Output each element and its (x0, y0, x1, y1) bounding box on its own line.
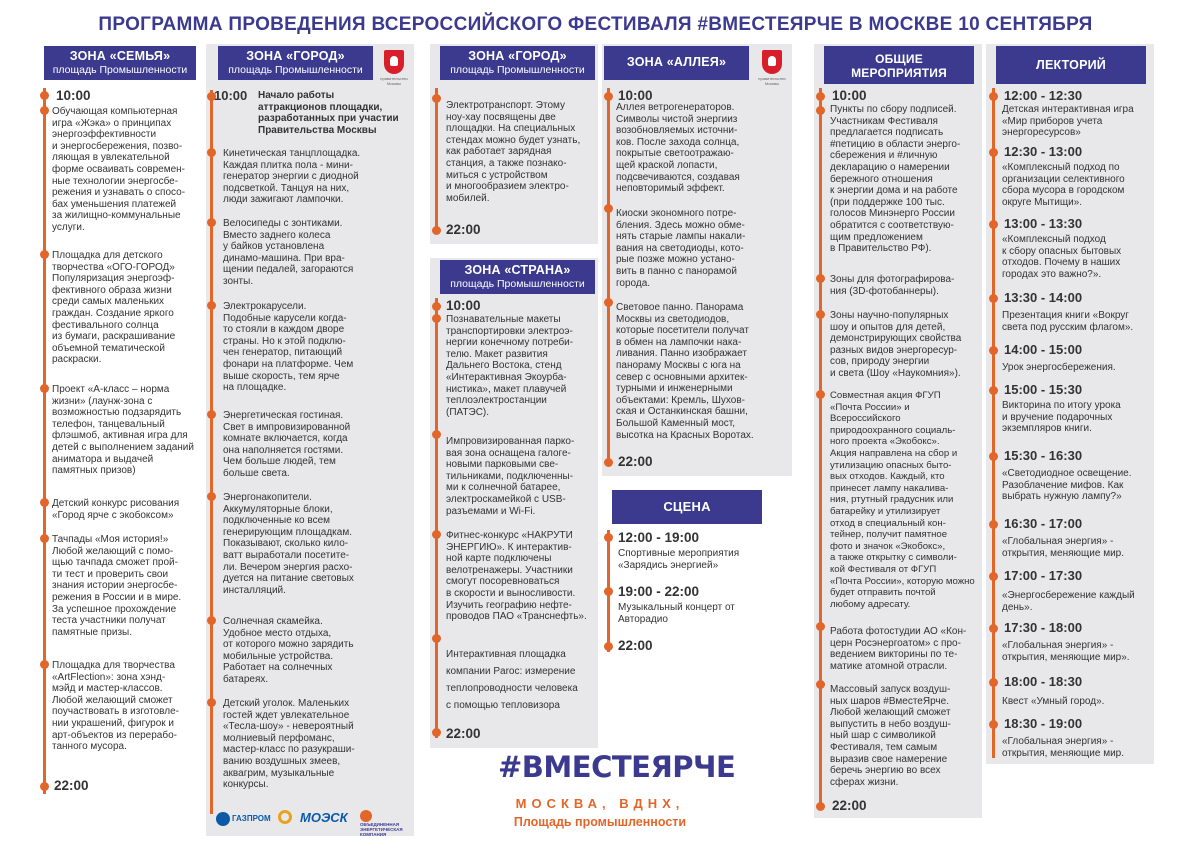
timeline-dot (989, 92, 998, 101)
timeline-dot (989, 452, 998, 461)
zone-gorod-attractions-column (206, 44, 414, 836)
timeline-dot (432, 302, 441, 311)
zone-alleya-column (602, 44, 792, 476)
event-time: 15:30 - 16:30 (1004, 448, 1083, 463)
event-item: Площадка для детского творчества «ОГО-ГОРОД» Популяризация энергоэф- фективного образа жизни среди самых маленьких граждан. Создание яркого фестивального солнца из бумаги, раскрашивание объемной тематической раскраски. (52, 250, 176, 366)
timeline-dot (207, 698, 216, 707)
end-time: 22:00 (618, 638, 653, 653)
event-item: Совместная акция ФГУП «Почта России» и Всероссийского природоохранного социаль- ного проекта «Экобокс». Акция направлена на сбор и утилизацию опасных быто- вых отходов. Каждый, кто принесет лампу накалива- ния, ртутный градусник или батарейку и утилизирует отход в специальный кон- тейнер, получит памятное фото и значок «Экобокс», а также открытку с символи- кой Фестиваля от ФГУП «Почта России», которую можно будет отправить почтой любому адресату. (830, 390, 975, 610)
event-item: Тачпады «Моя история!» Любой желающий с помо- щью тачпада сможет прой- ти тест и проверить свои знания истории энергосбе- режения в России и в мире. За успешное прохождение теста участники получат памятные призы. (52, 534, 182, 638)
timeline-dot (816, 390, 825, 399)
event-item: «Глобальная энергия» - открытия, меняющие мир. (1002, 536, 1125, 559)
event-item: Обучающая компьютерная игра «Жэка» о принципах энергоэффективности и энергосбережения, позво- ляющая в увлекательной форме осваивать современ- ные технологии энергосбе- режения и узнавать о спосо- бах уменьшения платежей за жилищно-коммунальные услуги. (52, 106, 186, 233)
end-time: 22:00 (832, 798, 867, 813)
timeline-dot (989, 386, 998, 395)
timeline-dot (989, 148, 998, 157)
timeline-dot (816, 92, 825, 101)
event-item: «Светодиодное освещение. Разоблачение мифов. Как выбрать нужную лампу?» (1002, 468, 1132, 503)
event-time: 17:30 - 18:00 (1004, 620, 1083, 635)
zone-obshchie-header (824, 46, 974, 84)
event-item: Электротранспорт. Этому ноу-хау посвящены две площадки. На специальных стендах можно будет узнать, как работает зарядная станция, а также познако- миться с устройством и многообразием электро- мобилей. (446, 100, 581, 204)
page-title: ПРОГРАММА ПРОВЕДЕНИЯ ВСЕРОССИЙСКОГО ФЕСТИВАЛЯ #ВМЕСТЕЯРЧЕ В МОСКВЕ 10 СЕНТЯБРЯ (98, 14, 1093, 35)
event-item: «Энергосбережение каждый день». (1002, 590, 1135, 613)
event-time: 15:00 - 15:30 (1004, 382, 1083, 397)
start-time: 10:00 (618, 88, 653, 103)
zone-name: СЦЕНА (663, 499, 711, 514)
start-time: 10:00 (446, 298, 481, 313)
start-time: 10:00 (56, 88, 91, 103)
end-time: 22:00 (446, 726, 481, 741)
zone-obshchie-column (814, 44, 982, 818)
zone-place: площадь Промышленности (450, 278, 585, 290)
event-item: Зоны научно-популярных шоу и опытов для детей, демонстрирующих свойства разных видов энергоресур- сов, природу энергии и света (Шоу «Наукомния»). (830, 310, 962, 379)
rosseti-logo-icon (278, 810, 292, 824)
zone-place: площадь Промышленности (228, 64, 363, 76)
timeline-dot (816, 680, 825, 689)
timeline-dot (604, 533, 613, 542)
event-item: Энергетическая гостиная. Свет в импровизированной комнате включается, когда она наполняется гостями. Чем больше людей, тем больше света. (223, 410, 351, 479)
timeline-dot (432, 530, 441, 539)
timeline-dot (432, 94, 441, 103)
timeline-dot (989, 624, 998, 633)
timeline-dot (989, 678, 998, 687)
event-item: Познавательные макеты транспортировки электроэ- нергии конечному потреби- телю. Макет развития Дальнего Востока, стенд «Интерактивная Экоурба- нистика», макет плавучей теплоэлектростанции (ПАТЭС). (446, 314, 574, 418)
event-item: Фитнес-конкурс «НАКРУТИ ЭНЕРГИЮ». К интерактив- ной карте подключены велотренажеры. Участники смогут посоревноваться в скорости и выносливости. Изучить географию нефте- проводов ПАО «Транснефть». (446, 530, 587, 623)
timeline-dot (604, 642, 613, 651)
zone-gorod-header (440, 46, 595, 80)
timeline-dot (207, 492, 216, 501)
event-item: Массовый запуск воздуш- ных шаров #ВместеЯрче. Любой желающий сможет выпустить в небо воздуш- ный шар с символикой Фестиваля, тем самым выразив свое намерение беречь энергию во всех сферах жизни. (830, 684, 951, 788)
zone-name: ЗОНА «АЛЛЕЯ» (626, 55, 727, 69)
oek-label: ОБЪЕДИНЕННАЯ ЭНЕРГЕТИЧЕСКАЯ КОМПАНИЯ (360, 822, 403, 836)
event-item: Киоски экономного потре- бления. Здесь можно обме- нять старые лампы накали- вания на светодиоды, кото- рые позже можно устано- вить в панно с панорамой города. (616, 208, 746, 289)
zone-name: ЗОНА «СТРАНА» (464, 263, 571, 277)
event-item: «Глобальная энергия» - открытия, меняющие мир. (1002, 736, 1125, 759)
timeline-dot (432, 226, 441, 235)
moscow-emblem-icon (762, 50, 782, 74)
end-time: 22:00 (618, 454, 653, 469)
timeline (43, 88, 46, 794)
timeline-dot (604, 587, 613, 596)
event-item: Презентация книги «Вокруг света под русским флагом». (1002, 310, 1134, 333)
event-time: 13:00 - 13:30 (1004, 216, 1083, 231)
festival-city: МОСКВА, ВДНХ, (515, 796, 685, 811)
start-note: Начало работы аттракционов площадки, разработанных при участии Правительства Москвы (258, 90, 399, 136)
emblem-caption: правительство Москвы (758, 76, 786, 86)
oek-icon (360, 810, 372, 822)
timeline (607, 88, 610, 464)
event-item: Детский уголок. Маленьких гостей ждет увлекательное «Тесла-шоу» - невероятный молниевый перфоманс, мастер-класс по разукраши- ванию воздушных змеев, аквагрим, музыкальные конкурсы. (223, 698, 355, 791)
event-item: Зоны для фотографирова- ния (3D-фотобаннеры). (830, 274, 955, 297)
timeline-dot (207, 148, 216, 157)
timeline (819, 88, 822, 804)
timeline-dot (432, 728, 441, 737)
timeline-dot (989, 220, 998, 229)
event-time: 12:00 - 12:30 (1004, 88, 1083, 103)
event-item: Музыкальный концерт от Авторадио (618, 602, 735, 625)
event-item: «Комплексный подход по организации селективного сбора мусора в городском округе Мытищи». (1002, 162, 1125, 208)
timeline (435, 298, 438, 738)
event-item: Световое панно. Панорама Москвы из светодиодов, которые посетители получат в обмен на лампочки нака- ливания. Панно изображает панораму Москвы с юга на север с основными архитек- турными и инженерными объектами: Кремль, Шухов- ская и Останкинская башни, Большой Каменный мост, высотка на Красных Воротах. (616, 302, 754, 441)
timeline-dot (207, 616, 216, 625)
end-time: 22:00 (54, 778, 89, 793)
gazprom-icon (216, 812, 230, 826)
event-item: Кинетическая танцплощадка. Каждая плитка пола - мини- генератор энергии с диодной подсветкой. Танцуя на них, люди зажигают лампочки. (223, 148, 361, 206)
zone-name: ЗОНА «ГОРОД» (246, 49, 345, 63)
timeline-dot (207, 301, 216, 310)
zone-alleya-header (604, 46, 749, 80)
start-time: 10:00 (832, 88, 867, 103)
zone-gorod-transport-column (430, 44, 598, 244)
event-item: Проект «А-класс – норма жизни» (лаунж-зона с возможностью подзарядить телефон, танцевальный флэшмоб, активная игра для детей с выполнением заданий аниматора и выдачей памятных призов) (52, 384, 194, 477)
timeline-dot (207, 410, 216, 419)
zone-place: площадь Промышленности (52, 64, 188, 76)
event-item: Викторина по итогу урока и вручение подарочных экземпляров книги. (1002, 400, 1121, 435)
event-time: 12:00 - 19:00 (618, 530, 700, 545)
timeline-dot (604, 92, 613, 101)
event-item: Детский конкурс рисования «Город ярче с экобоксом» (52, 498, 180, 521)
timeline-dot (816, 106, 825, 115)
event-item: Интерактивная площадка компании Parоc: измерение теплопроводности человека с помощью тепловизора (446, 649, 578, 711)
event-item: «Глобальная энергия» - открытия, меняющие мир». (1002, 640, 1130, 663)
timeline-dot (989, 520, 998, 529)
timeline-dot (40, 782, 49, 791)
lektoriy-schedule (986, 44, 1154, 784)
timeline-dot (207, 218, 216, 227)
timeline-dot (40, 534, 49, 543)
zone-name: ЗОНА «СЕМЬЯ» (69, 49, 171, 63)
timeline-dot (816, 802, 825, 811)
timeline-dot (40, 91, 49, 100)
timeline-dot (816, 310, 825, 319)
event-time: 18:30 - 19:00 (1004, 716, 1083, 731)
zone-semya-header (44, 46, 196, 80)
zone-scena-column (602, 488, 792, 660)
event-item: Пункты по сбору подписей. Участникам Фестиваля предлагается подписать #петицию в области энерго- сбережения и #личную декларацию о намерении бережного отношения к энергии дома и на работе (при поддержке 100 тыс. голосов Минэнерго России обратится с соответствую- щим предложением в Правительство РФ). (830, 104, 961, 255)
timeline-dot (432, 430, 441, 439)
timeline-dot (604, 458, 613, 467)
event-time: 13:30 - 14:00 (1004, 290, 1083, 305)
timeline-dot (40, 498, 49, 507)
emblem-caption: правительство Москвы (380, 76, 408, 86)
gazprom-label: ГАЗПРОМ (232, 814, 271, 824)
zone-place: площадь Промышленности (450, 64, 585, 76)
timeline-dot (604, 204, 613, 213)
zone-strana-column (430, 258, 598, 748)
timeline-dot (816, 274, 825, 283)
event-item: Аллея ветрогенераторов. Символы чистой энергииз возобновляемых источни- ков. После захода солнца, покрытые светоотражаю- щей краской лопасти, подсвечиваются, создавая неповторимый эффект. (616, 102, 740, 195)
oek-logo (360, 810, 414, 836)
timeline (435, 88, 438, 232)
gazprom-logo (216, 812, 271, 826)
event-time: 14:00 - 15:00 (1004, 342, 1083, 357)
timeline-dot (40, 106, 49, 115)
event-item: Импровизированная парко- вая зона оснащена галоге- новыми парковыми све- тильниками, подключенны- ми к солнечной батарее, электроскамейкой с USB- разъемами и Wi-Fi. (446, 436, 575, 517)
event-item: Спортивные мероприятия «Зарядись энергией» (618, 548, 740, 571)
timeline-dot (816, 622, 825, 631)
event-item: «Комплексный подход к сбору опасных бытовых отходов. Почему в наших городах это важно?». (1002, 234, 1122, 280)
event-time: 16:30 - 17:00 (1004, 516, 1083, 531)
event-time: 12:30 - 13:00 (1004, 144, 1083, 159)
event-item: Работа фотостудии АО «Кон- церн Росэнергоатом» с про- ведением викторины по те- матике атомной отрасли. (830, 626, 967, 672)
moesk-logo: МОЭСК (300, 810, 348, 825)
event-item: Урок энергосбережения. (1002, 362, 1116, 373)
zone-semya-column (40, 44, 200, 844)
event-item: Детская интерактивная игра «Мир приборов учета энергоресурсов» (1002, 104, 1134, 139)
event-item: Электрокарусели. Подобные карусели когда- то стояли в каждом дворе страны. Но к этой подклю- чен генератор, питающий фонари на платформе. Чем выше скорость, тем ярче на площадке. (223, 301, 354, 394)
zone-gorod-header (218, 46, 373, 80)
timeline-dot (432, 634, 441, 643)
zone-scena-header (612, 490, 762, 524)
timeline-dot (40, 660, 49, 669)
event-time: 19:00 - 22:00 (618, 584, 700, 599)
timeline-dot (604, 298, 613, 307)
timeline-dot (989, 346, 998, 355)
timeline-dot (989, 720, 998, 729)
timeline-dot (40, 250, 49, 259)
festival-place: Площадь промышленности (513, 815, 687, 829)
moscow-emblem-icon (384, 50, 404, 74)
festival-hashtag-logo: #ВМЕСТЕЯРЧЕ (498, 750, 736, 784)
end-time: 22:00 (446, 222, 481, 237)
event-item: Энергонакопители. Аккумуляторные блоки, подключенные ко всем генерирующим площадкам. Показывают, сколько кило- ватт выработали посетите- ли. Вечером энергия расхо- дуется на питание световых инсталляций. (223, 492, 354, 596)
timeline-dot (432, 314, 441, 323)
event-item: Квест «Умный город». (1002, 696, 1105, 707)
timeline-dot (989, 572, 998, 581)
event-time: 18:00 - 18:30 (1004, 674, 1083, 689)
event-time: 17:00 - 17:30 (1004, 568, 1083, 583)
event-item: Солнечная скамейка. Удобное место отдыха, от которого можно зарядить мобильные устройства. Работает на солнечных батареях. (223, 616, 354, 685)
zone-name: ЗОНА «ГОРОД» (468, 49, 567, 63)
event-item: Велосипеды с зонтиками. Вместо заднего колеса у байков установлена динамо-машина. При вра- щении педалей, загораются зонты. (223, 218, 354, 287)
start-time: 10:00 (214, 88, 248, 103)
zone-strana-header (440, 260, 595, 294)
event-item: Площадка для творчества «ArtFlection»: зона хэнд- мэйд и мастер-классов. Любой желающий сможет поучаствовать в изготовле- нии украшений, фигурок и арт-объектов из перерабо- танного мусора. (52, 660, 179, 753)
zone-name: ОБЩИЕ МЕРОПРИЯТИЯ (851, 52, 947, 80)
timeline-dot (989, 294, 998, 303)
timeline-dot (40, 384, 49, 393)
zone-name: ЛЕКТОРИЙ (1035, 58, 1106, 72)
